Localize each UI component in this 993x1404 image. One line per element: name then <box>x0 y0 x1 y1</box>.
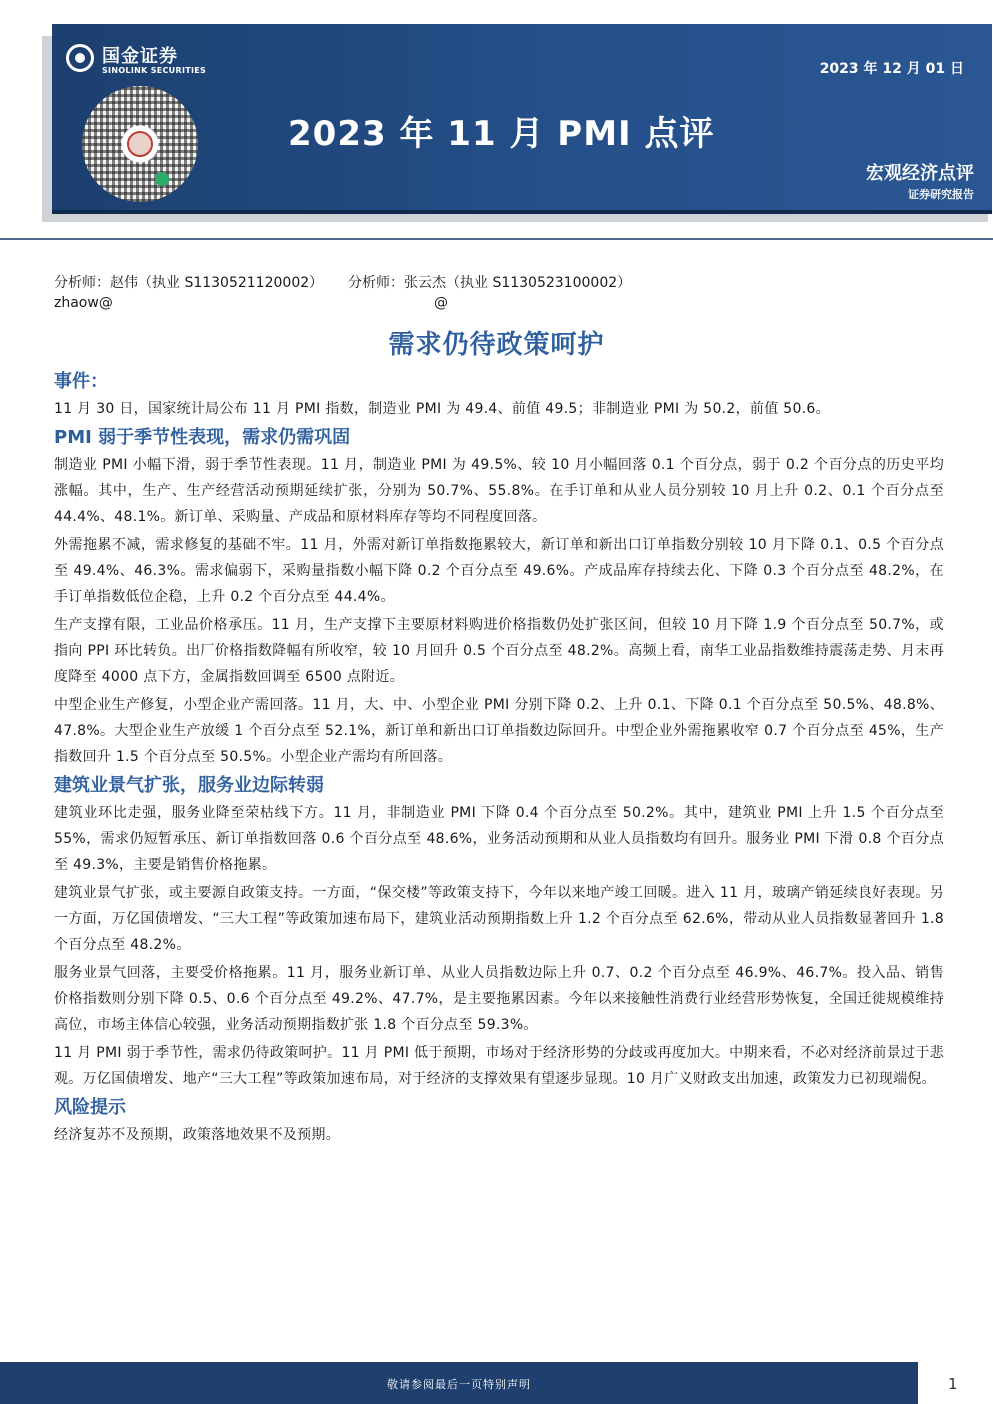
paragraph: 制造业 PMI 小幅下滑，弱于季节性表现。11 月，制造业 PMI 为 49.5%、较 10 月小幅回落 0.1 个百分点，弱于 0.2 个百分点的历史平均涨幅。其中，生产、生产经营活动预期延续扩张，分别为 50.7%、55.8%。在手订单和从业人员分别较 10 月上升 0.2、0.1 个百分点至 44.4%、48.1%。新订单、采购量、产成品和原材料库存等均不同程度回落。 <box>54 457 944 525</box>
paragraph: 经济复苏不及预期，政策落地效果不及预期。 <box>54 1127 340 1143</box>
section-pmi <box>54 424 944 770</box>
report-date: 2023 年 12 月 01 日 <box>819 61 964 77</box>
paragraph: 建筑业景气扩张，或主要源自政策支持。一方面，“保交楼”等政策支持下，今年以来地产竣工回暖。进入 11 月，玻璃产销延续良好表现。另一方面，万亿国债增发、“三大工程”等政策加速布局下，建筑业活动预期指数上升 1.2 个百分点至 62.6%，带动从业人员指数显著回升 1.8 个百分点至 48.2%。 <box>54 885 944 953</box>
paragraph: 生产支撑有限，工业品价格承压。11 月，生产支撑下主要原材料购进价格指数仍处扩张区间，但较 10 月下降 1.9 个百分点至 50.7%，或指向 PPI 环比转负。出厂价格指数降幅有所收窄，较 10 月回升 0.5 个百分点至 48.2%。高频上看，南华工业品指数维持震荡走势、月末再度降至 4000 点下方，金属指数回调至 6500 点附近。 <box>54 617 944 685</box>
paragraph: 11 月 30 日，国家统计局公布 11 月 PMI 指数，制造业 PMI 为 49.4、前值 49.5；非制造业 PMI 为 50.2，前值 50.6。 <box>54 401 830 417</box>
report-kind: 证券研究报告 <box>908 188 974 201</box>
section-construction-services <box>54 772 944 1092</box>
analyst-1: 分析师：赵伟（执业 S1130521120002） <box>54 275 324 291</box>
logo-mark-icon <box>66 44 94 72</box>
header-divider <box>0 238 993 240</box>
analyst-1-email[interactable]: zhaow@ <box>54 295 113 311</box>
section-event <box>54 368 944 422</box>
section-heading: 事件： <box>54 371 108 392</box>
mini-program-badge-icon <box>155 172 169 186</box>
page-number: 1 <box>948 1375 958 1393</box>
analyst-2: 分析师：张云杰（执业 S1130523100002） <box>348 275 632 291</box>
logo-chinese-name: 国金证券 <box>102 46 178 67</box>
paragraph: 服务业景气回落，主要受价格拖累。11 月，服务业新订单、从业人员指数边际上升 0.7、0.2 个百分点至 46.9%、46.7%。投入品、销售价格指数则分别下降 0.5、0.6 个百分点至 49.2%、47.7%，是主要拖累因素。今年以来接触性消费行业经营形势恢复，全国迁徙规模维持高位，市场主体信心较强，业务活动预期指数扩张 1.8 个百分点至 59.3%。 <box>54 965 944 1033</box>
report-headline: 需求仍待政策呵护 <box>388 330 605 360</box>
logo-english-name: SINOLINK SECURITIES <box>102 66 207 75</box>
report-body <box>54 368 944 1150</box>
footer-disclaimer: 敬请参阅最后一页特别声明 <box>387 1378 531 1391</box>
paragraph: 中型企业生产修复，小型企业产需回落。11 月，大、中、小型企业 PMI 分别下降 0.2、上升 0.1、下降 0.1 个百分点至 50.5%、48.8%、47.8%。大型企业生产放缓 1 个百分点至 52.1%，新订单和新出口订单指数边际回升。中型企业外需拖累收窄 0.7 个百分点至 45%，生产指数回升 1.5 个百分点至 50.5%。小型企业产需均有所回落。 <box>54 697 944 765</box>
report-banner <box>52 24 992 214</box>
paragraph: 外需拖累不减，需求修复的基础不牢。11 月，外需对新订单指数拖累较大，新订单和新出口订单指数分别较 10 月下降 0.1、0.5 个百分点至 49.4%、46.3%。需求偏弱下，采购量指数小幅下降 0.2 个百分点至 49.6%。产成品库存持续去化、下降 0.3 个百分点至 48.2%，在手订单指数低位企稳，上升 0.2 个百分点至 44.4%。 <box>54 537 944 605</box>
section-heading: PMI 弱于季节性表现，需求仍需巩固 <box>54 427 351 448</box>
section-heading: 建筑业景气扩张，服务业边际转弱 <box>54 775 324 796</box>
report-title: 2023 年 11 月 PMI 点评 <box>288 114 715 154</box>
section-risk <box>54 1094 944 1148</box>
report-type: 宏观经济点评 <box>866 163 974 184</box>
qr-code-icon <box>82 86 198 202</box>
section-heading: 风险提示 <box>54 1097 126 1118</box>
paragraph: 11 月 PMI 弱于季节性，需求仍待政策呵护。11 月 PMI 低于预期，市场对于经济形势的分歧或再度加大。中期来看，不必对经济前景过于悲观。万亿国债增发、地产“三大工程”等政策加速布局，对于经济的支撑效果有望逐步显现。10 月广义财政支出加速，政策发力已初现端倪。 <box>54 1045 944 1087</box>
analyst-2-email[interactable]: @ <box>434 295 448 311</box>
footer-bar <box>0 1362 918 1404</box>
qr-center-logo-icon <box>127 131 153 157</box>
paragraph: 建筑业环比走强，服务业降至荣枯线下方。11 月，非制造业 PMI 下降 0.4 个百分点至 50.2%。其中，建筑业 PMI 上升 1.5 个百分点至 55%，需求仍短暂承压、新订单指数回落 0.6 个百分点至 48.6%，业务活动预期和从业人员指数均有回升。服务业 PMI 下滑 0.8 个百分点至 49.3%，主要是销售价格拖累。 <box>54 805 944 873</box>
